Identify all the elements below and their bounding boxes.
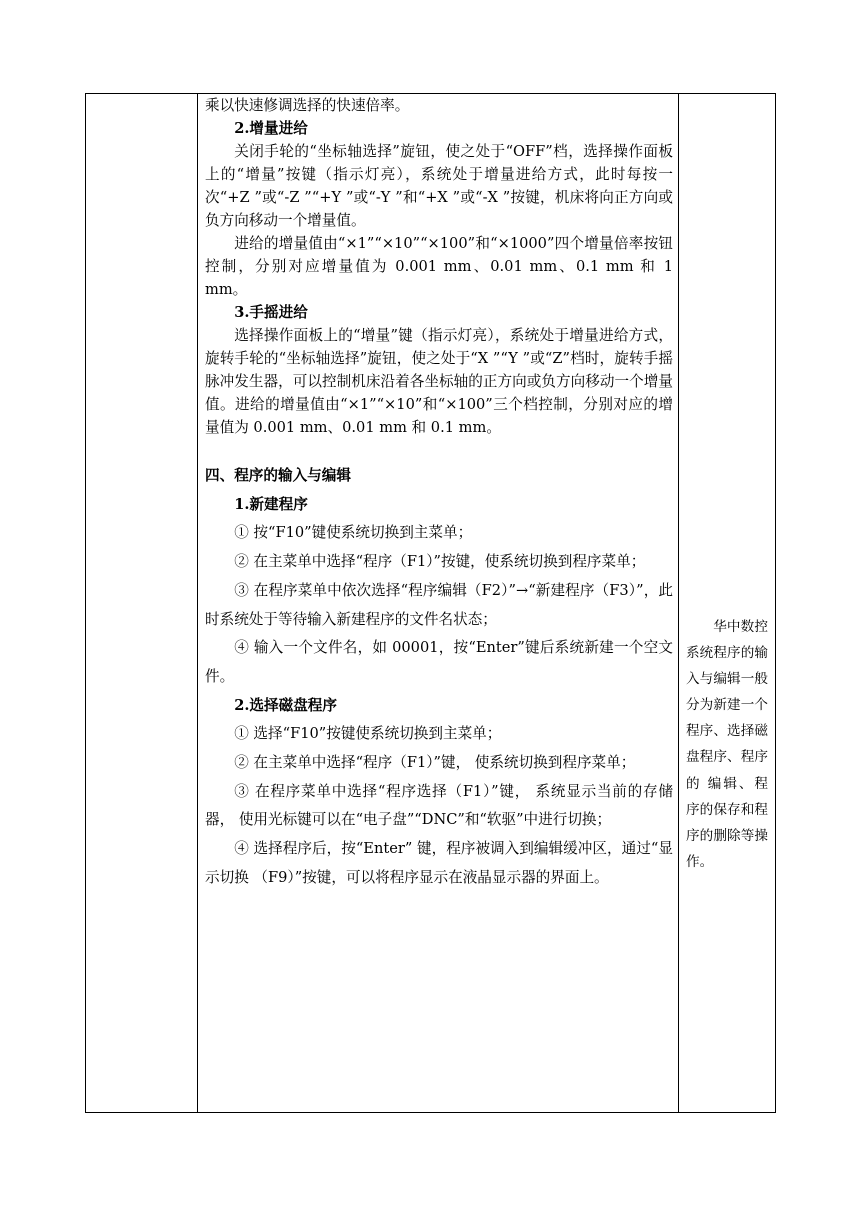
select-program-step: ④ 选择程序后，按“Enter” 键，程序被调入到编辑缓冲区，通过“显示切换 （F9）”按键，可以将程序显示在液晶显示器的界面上。 [205, 840, 673, 886]
column-divider-right [678, 94, 679, 1112]
heading-new-program: 1.新建程序 [234, 495, 308, 513]
new-program-step: ① 按“F10”键使系统切换到主菜单； [234, 524, 473, 542]
spacer [205, 439, 673, 462]
paragraph-handwheel-feed: 选择操作面板上的“增量”键（指示灯亮），系统处于增量进给方式，旋转手轮的“坐标轴选择”旋钮，使之处于“X ”“Y ”或“Z”档时，旋转手摇脉冲发生器，可以控制机床沿着各坐标轴的正方向或负方向移动一个增量值。进给的增量值由“×1”“×10”和“×100”三个档控制，分别对应的增量值为 0.001 mm、0.01 mm 和 0.1 mm。 [205, 327, 673, 436]
new-program-step: ③ 在程序菜单中依次选择“程序编辑（F2）”→“新建程序（F3）”，此时系统处于等待输入新建程序的文件名状态； [205, 581, 673, 628]
section-title: 四、程序的输入与编辑 [205, 467, 351, 484]
heading-select-program: 2.选择磁盘程序 [234, 696, 337, 714]
paragraph-incremental-feed-2: 进给的增量值由“×1”“×10”“×100”和“×1000”四个增量倍率按钮控制，分别对应增量值为 0.001 mm、0.01 mm、0.1 mm 和 1 mm。 [205, 235, 673, 298]
paragraph-continuation: 乘以快速修调选择的快速倍率。 [205, 97, 410, 114]
select-program-step: ① 选择“F10”按键使系统切换到主菜单； [234, 725, 502, 743]
column-divider-left [197, 94, 198, 1112]
content-table [85, 93, 776, 1113]
select-program-step: ② 在主菜单中选择“程序（F1）”键， 使系统切换到程序菜单； [234, 754, 636, 772]
main-text-column [205, 94, 673, 893]
side-note [686, 614, 768, 875]
select-program-step: ③ 在程序菜单中选择“程序选择（F1）”键， 系统显示当前的存储器， 使用光标键可以在“电子盘”“DNC”和“软驱”中进行切换； [205, 782, 673, 829]
heading-incremental-feed: 2.增量进给 [234, 120, 308, 137]
new-program-step: ② 在主菜单中选择“程序（F1）”按键，使系统切换到程序菜单； [234, 553, 646, 571]
paragraph-incremental-feed-1: 关闭手轮的“坐标轴选择”旋钮，使之处于“OFF”档，选择操作面板上的“增量”按键（指示灯亮），系统处于增量进给方式，此时每按一次“+Z ”或“-Z ”“+Y ”或“-Y ”和“+X ”或“-X ”按键，机床将向正方向或负方向移动一个增量值。 [205, 143, 673, 229]
new-program-step: ④ 输入一个文件名，如 00001，按“Enter”键后系统新建一个空文件。 [205, 639, 673, 685]
side-note-text: 华中数控系统程序的输入与编辑一般分为新建一个程序、选择磁盘程序、程序的 编辑、程序的保存和程序的删除等操作。 [686, 619, 768, 870]
heading-handwheel-feed: 3.手摇进给 [234, 304, 308, 321]
program-section [205, 462, 673, 893]
